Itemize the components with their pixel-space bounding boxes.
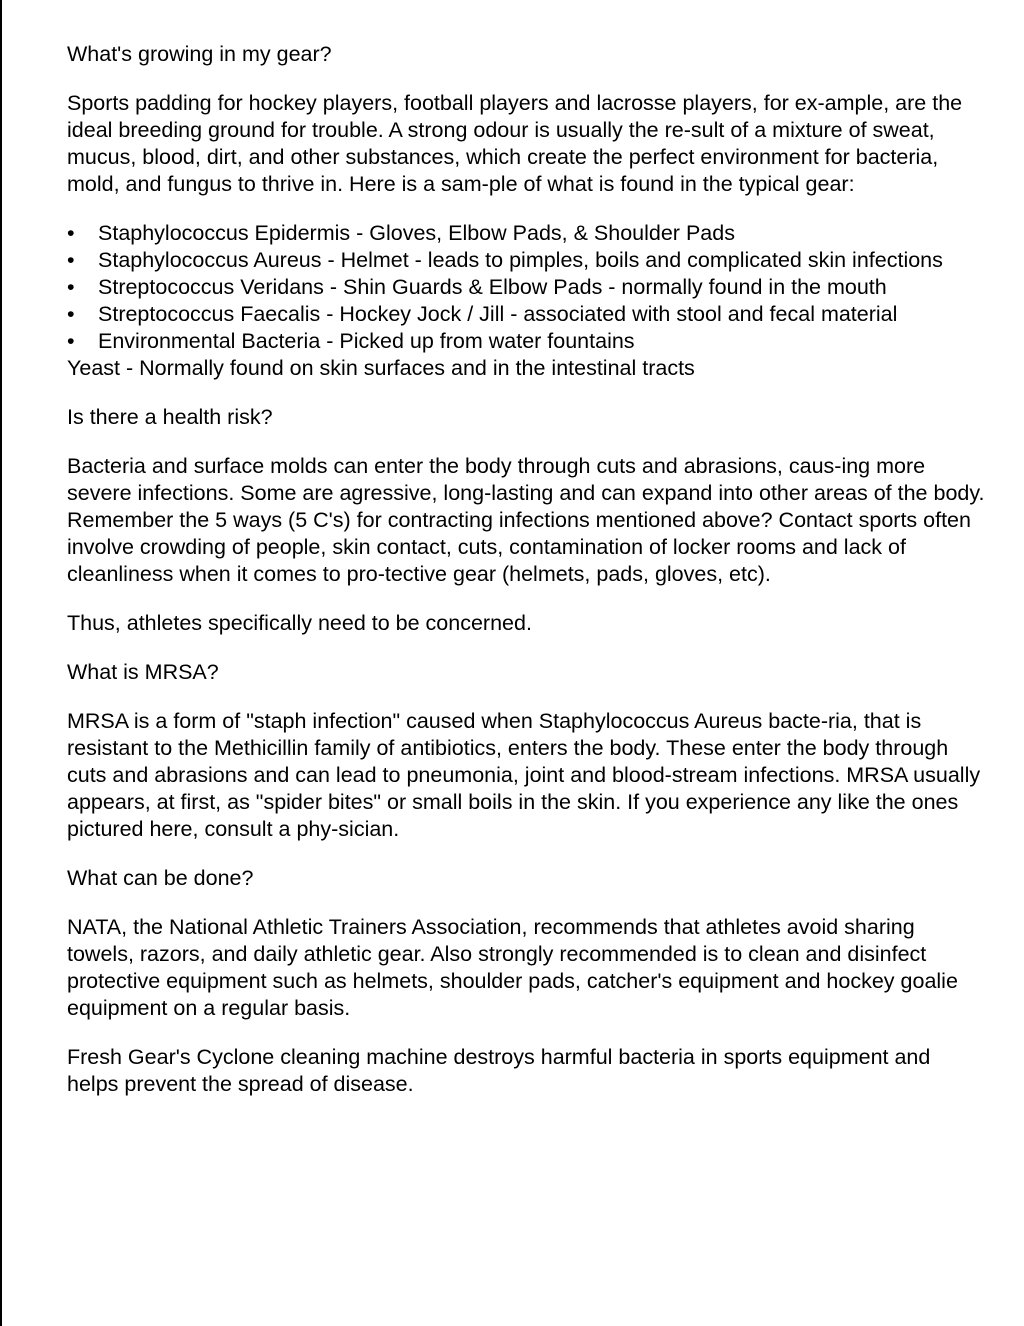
list-item	[67, 274, 987, 301]
list-item-text: Environmental Bacteria - Picked up from water fountains	[98, 329, 635, 353]
list-item-text: Staphylococcus Epidermis - Gloves, Elbow Pads, & Shoulder Pads	[98, 221, 735, 245]
bullet-icon: •	[67, 248, 75, 272]
section-heading-mrsa: What is MRSA?	[67, 660, 219, 684]
bullet-icon: •	[67, 329, 75, 353]
bacteria-list	[67, 220, 987, 355]
list-item	[67, 328, 987, 355]
paragraph-yeast: Yeast - Normally found on skin surfaces and in the intestinal tracts	[67, 356, 695, 380]
paragraph-mrsa: MRSA is a form of "staph infection" caused when Staphylococcus Aureus bacte-ria, that is resistant to the Methicillin family of antibiotics, enters the body. These enter the body through cuts and abrasions and can lead to pneumonia, joint and blood-stream infections. MRSA usually appears, at first, as "spider bites" or small boils in the skin. If you experience any like the ones pictured here, consult a phy-sician.	[67, 709, 981, 841]
paragraph-sports-padding: Sports padding for hockey players, football players and lacrosse players, for ex-ample, are the ideal breeding ground for trouble. A strong odour is usually the re-sult of a mixture of sweat, mucus, blood, dirt, and other substances, which create the perfect environment for bacteria, mold, and fungus to thrive in. Here is a sam-ple of what is found in the typical gear:	[67, 91, 963, 196]
bullet-icon: •	[67, 302, 75, 326]
section-heading-what-can-be-done: What can be done?	[67, 866, 254, 890]
list-item	[67, 301, 987, 328]
section-heading-health-risk: Is there a health risk?	[67, 405, 273, 429]
paragraph-athletes-concerned: Thus, athletes specifically need to be concerned.	[67, 611, 532, 635]
paragraph-bacteria-molds: Bacteria and surface molds can enter the body through cuts and abrasions, caus-ing more severe infections. Some are agressive, long-lasting and can expand into other areas of the body. Remember the 5 ways (5 C's) for contracting infections mentioned above? Contact sports often involve crowding of people, skin contact, cuts, contamination of locker rooms and lack of cleanliness when it comes to pro-tective gear (helmets, pads, gloves, etc).	[67, 454, 985, 586]
list-item	[67, 247, 987, 274]
paragraph-cyclone: Fresh Gear's Cyclone cleaning machine destroys harmful bacteria in sports equipment and helps prevent the spread of disease.	[67, 1045, 931, 1096]
section-heading-growing: What's growing in my gear?	[67, 42, 332, 66]
list-item	[67, 220, 987, 247]
list-item-text: Streptococcus Faecalis - Hockey Jock / Jill - associated with stool and fecal material	[98, 302, 898, 326]
list-item-text: Streptococcus Veridans - Shin Guards & Elbow Pads - normally found in the mouth	[98, 275, 887, 299]
list-item-text: Staphylococcus Aureus - Helmet - leads to pimples, boils and complicated skin infections	[98, 248, 943, 272]
bullet-icon: •	[67, 221, 75, 245]
document-body	[67, 41, 987, 1098]
bullet-icon: •	[67, 275, 75, 299]
paragraph-nata: NATA, the National Athletic Trainers Association, recommends that athletes avoid sharing towels, razors, and daily athletic gear. Also strongly recommended is to clean and disinfect protective equipment such as helmets, shoulder pads, catcher's equipment and hockey goalie equipment on a regular basis.	[67, 915, 958, 1020]
